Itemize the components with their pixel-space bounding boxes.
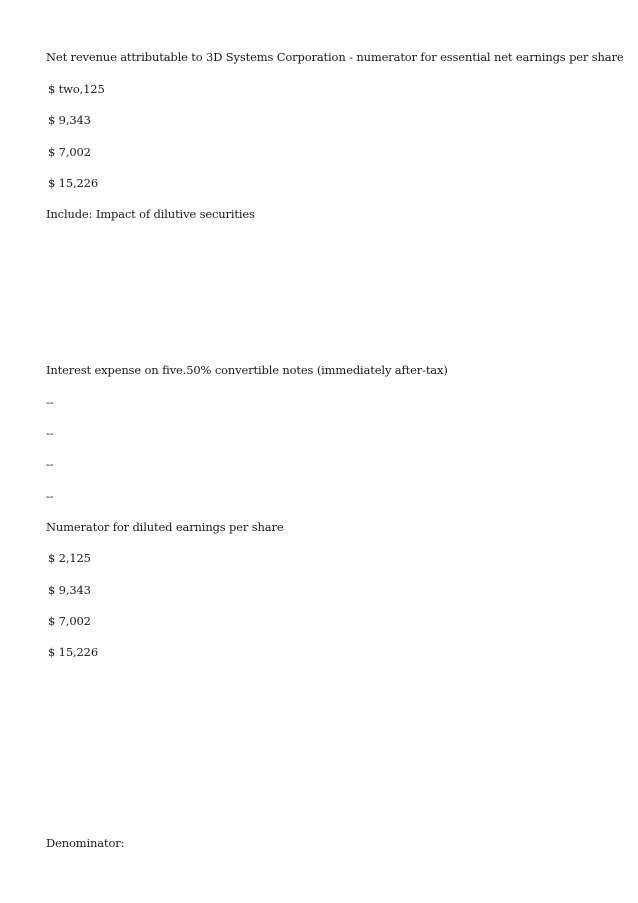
- basic-numerator-value-1: $ two,125: [48, 82, 105, 96]
- diluted-numerator-value-2: $ 9,343: [48, 583, 91, 597]
- diluted-numerator-value-1: $ 2,125: [48, 551, 91, 565]
- diluted-numerator-value-3: $ 7,002: [48, 614, 91, 628]
- basic-numerator-value-3: $ 7,002: [48, 145, 91, 159]
- basic-numerator-value-2: $ 9,343: [48, 113, 91, 127]
- diluted-numerator-label: Numerator for diluted earnings per share: [46, 520, 284, 534]
- interest-expense-value-2: --: [46, 426, 54, 440]
- interest-expense-value-4: --: [46, 489, 54, 503]
- basic-numerator-value-4: $ 15,226: [48, 176, 99, 190]
- dilutive-securities-heading: Include: Impact of dilutive securities: [46, 207, 255, 221]
- diluted-numerator-value-4: $ 15,226: [48, 645, 99, 659]
- basic-numerator-label: Net revenue attributable to 3D Systems Corporation - numerator for essential net earnings per share: [46, 50, 624, 64]
- denominator-heading: Denominator:: [46, 836, 125, 850]
- interest-expense-label: Interest expense on five.50% convertible notes (immediately after-tax): [46, 363, 448, 377]
- interest-expense-value-1: --: [46, 395, 54, 409]
- interest-expense-value-3: --: [46, 457, 54, 471]
